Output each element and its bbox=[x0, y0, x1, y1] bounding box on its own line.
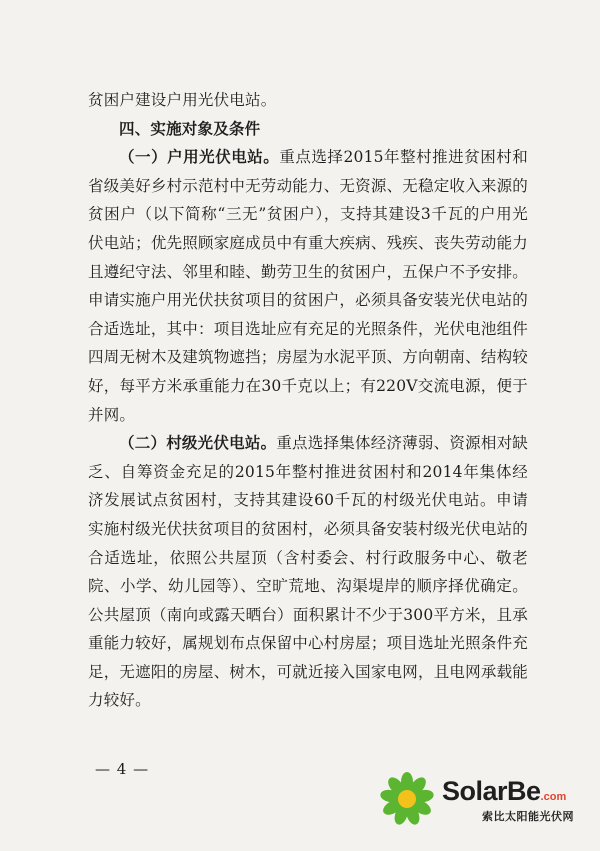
brand-domain-suffix: .com bbox=[540, 791, 567, 803]
paragraph-body: 重点选择集体经济薄弱、资源相对缺乏、自筹资金充足的2015年整村推进贫困村和2014年集体经济发展试点贫困村，支持其建设60千瓦的村级光伏电站。申请实施村级光伏扶贫项目的贫困村，必须具备安装村级光伏电站的合适选址，依照公共屋顶（含村委会、村行政服务中心、敬老院、小学、幼儿园等）、空旷荒地、沟渠堤岸的顺序择优确定。公共屋顶（南向或露天晒台）面积累计不少于300平方米，且承重能力较好，属规划布点保留中心村房屋；项目选址光照条件充足，无遮阳的房屋、树木，可就近接入国家电网，且电网承载能力较好。 bbox=[88, 434, 528, 710]
brand-tagline: 索比太阳能光伏网 bbox=[482, 810, 574, 823]
solarbe-watermark bbox=[378, 770, 592, 830]
section-heading: 四、实施对象及条件 bbox=[119, 118, 261, 138]
paragraph-lead: （一）户用光伏电站。 bbox=[119, 147, 280, 167]
flower-logo-icon bbox=[378, 770, 436, 828]
paragraph-lead: （二）村级光伏电站。 bbox=[119, 433, 277, 453]
paragraph-body: 重点选择2015年整村推进贫困村和省级美好乡村示范村中无劳动能力、无资源、无稳定收入来源的贫困户（以下简称“三无”贫困户），支持其建设3千瓦的户用光伏电站；优先照顾家庭成员中有重大疾病、残疾、丧失劳动能力且遵纪守法、邻里和睦、勤劳卫生的贫困户，五保户不予安排。申请实施户用光伏扶贫项目的贫困户，必须具备安装光伏电站的合适选址，其中：项目选址应有充足的光照条件，光伏电池组件四周无树木及建筑物遮挡；房屋为水泥平顶、方向朝南、结构较好，每平方米承重能力在30千克以上；有220V交流电源，便于并网。 bbox=[88, 148, 528, 424]
paragraph-continuation: 贫困户建设户用光伏电站。 bbox=[88, 91, 277, 109]
brand-name: SolarBe bbox=[442, 776, 541, 806]
page-number: — 4 — bbox=[95, 760, 150, 778]
body-text bbox=[88, 86, 528, 715]
paragraph-village-station bbox=[88, 429, 528, 715]
brand-wordmark bbox=[442, 776, 566, 807]
paragraph-household-station bbox=[88, 143, 528, 429]
